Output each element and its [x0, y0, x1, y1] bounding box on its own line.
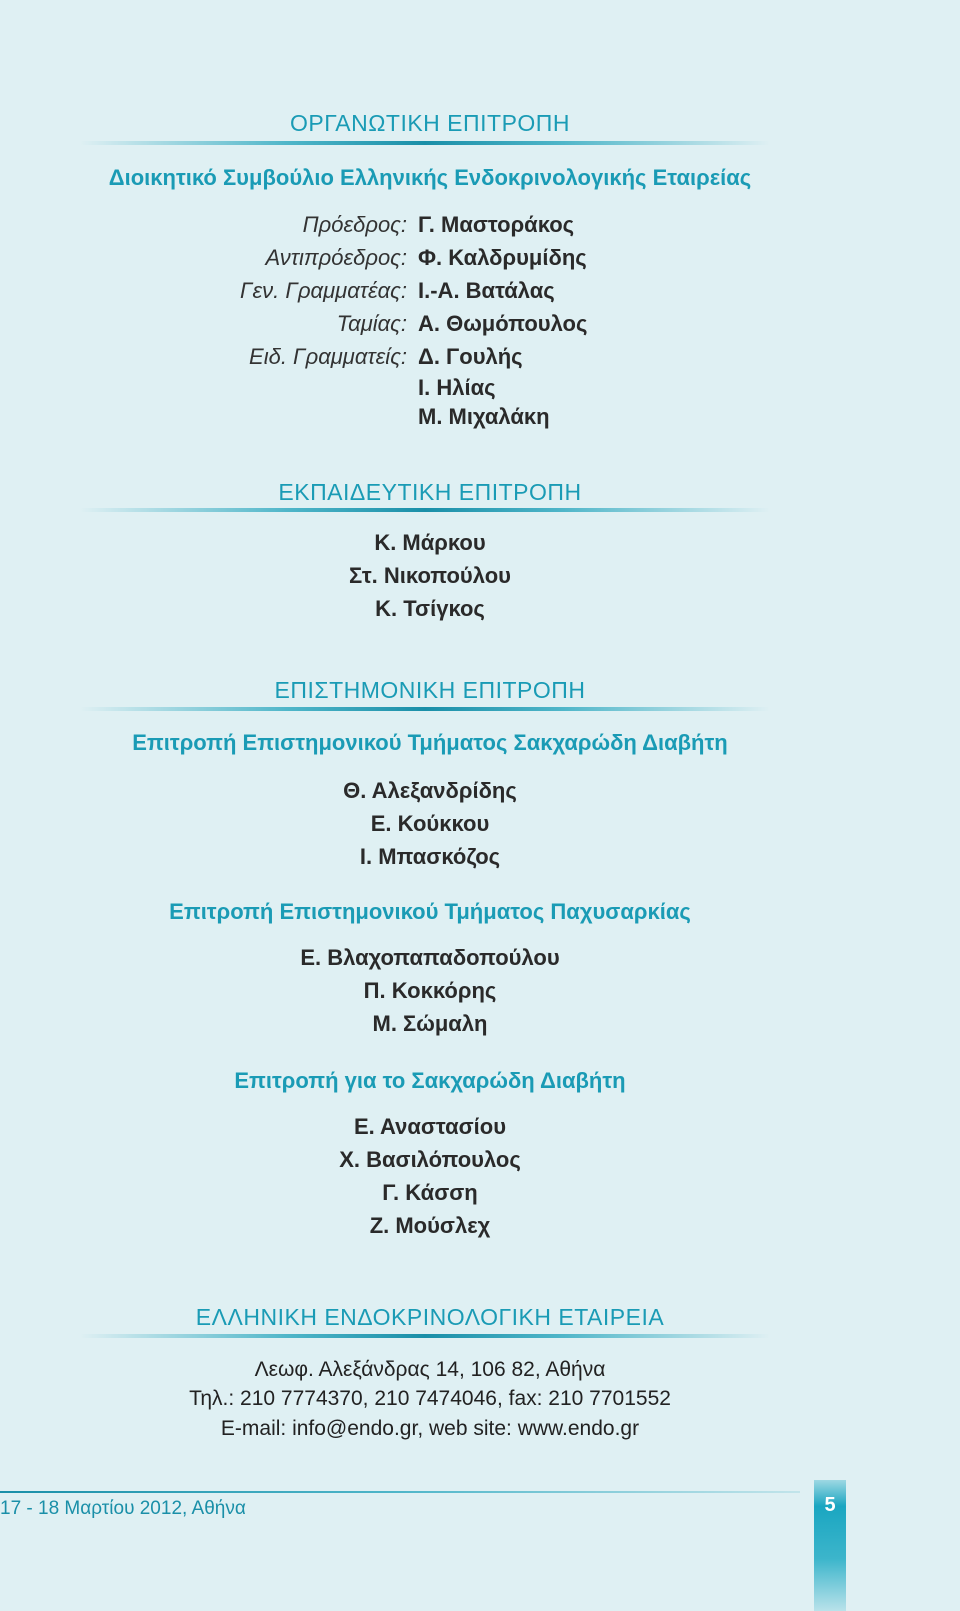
- heading-divider: [80, 141, 770, 145]
- heading-divider: [80, 707, 770, 711]
- committee-member: Ε. Αναστασίου: [353, 1114, 507, 1139]
- educational-committee-heading: ΕΚΠΑΙΔΕΥΤΙΚΗ ΕΠΙΤΡΟΠΗ: [278, 479, 582, 505]
- board-member-role: Ταμίας:: [336, 311, 407, 336]
- footer-divider: [0, 1491, 800, 1493]
- society-address: Λεωφ. Αλεξάνδρας 14, 106 82, Αθήνα: [254, 1358, 606, 1381]
- subcommittee-title-diabetes-section: Επιτροπή Επιστημονικού Τμήματος Σακχαρώδη Διαβήτη: [132, 730, 728, 755]
- footer-date: 17 - 18 Μαρτίου 2012, Αθήνα: [0, 1498, 246, 1519]
- subcommittee-members-list: [0, 941, 860, 1040]
- board-member-role: Αντιπρόεδρος:: [265, 245, 407, 270]
- board-member-row: [0, 208, 860, 241]
- subcommittee-members-list: [0, 774, 860, 873]
- educational-members-list: [0, 526, 860, 625]
- board-member-row: [0, 373, 860, 402]
- board-member-name: Ι. Ηλίας: [418, 375, 496, 400]
- scientific-committee-heading: ΕΠΙΣΤΗΜΟΝΙΚΗ ΕΠΙΤΡΟΠΗ: [274, 677, 586, 703]
- board-members-list: [0, 208, 860, 431]
- board-member-row: [0, 340, 860, 373]
- committee-member: Ε. Βλαχοπαπαδοπούλου: [300, 945, 560, 970]
- board-title: Διοικητικό Συμβούλιο Ελληνικής Ενδοκρινολογικής Εταιρείας: [108, 165, 752, 190]
- board-member-name: Γ. Μαστοράκος: [418, 212, 575, 237]
- board-member-name: Φ. Καλδρυμίδης: [418, 245, 587, 270]
- board-member-role: Πρόεδρος:: [302, 212, 407, 237]
- committee-member: Ζ. Μούσλεχ: [369, 1213, 491, 1238]
- committee-member: Γ. Κάσση: [382, 1180, 478, 1205]
- committee-member: Π. Κοκκόρης: [363, 978, 497, 1003]
- society-email-web: E-mail: info@endo.gr, web site: www.endo.gr: [220, 1417, 640, 1440]
- society-phone: Τηλ.: 210 7774370, 210 7474046, fax: 210 7701552: [189, 1387, 671, 1410]
- committee-member: Κ. Τσίγκος: [375, 596, 485, 621]
- board-member-row: [0, 307, 860, 340]
- heading-divider: [80, 508, 770, 512]
- board-member-row: [0, 274, 860, 307]
- subcommittee-title-obesity-section: Επιτροπή Επιστημονικού Τμήματος Παχυσαρκίας: [169, 899, 691, 924]
- board-member-row: [0, 241, 860, 274]
- society-heading: ΕΛΛΗΝΙΚΗ ΕΝΔΟΚΡΙΝΟΛΟΓΙΚΗ ΕΤΑΙΡΕΙΑ: [195, 1304, 665, 1330]
- committee-member: Χ. Βασιλόπουλος: [339, 1147, 521, 1172]
- board-member-name: Δ. Γουλής: [418, 344, 523, 369]
- organizing-committee-heading: ΟΡΓΑΝΩΤΙΚΗ ΕΠΙΤΡΟΠΗ: [289, 110, 571, 136]
- committee-member: Ε. Κούκκου: [370, 811, 490, 836]
- board-member-role: Γεν. Γραμματέας:: [239, 278, 407, 303]
- board-member-role: Ειδ. Γραμματείς:: [249, 344, 407, 369]
- committee-member: Κ. Μάρκου: [374, 530, 486, 555]
- page-number: 5: [824, 1494, 836, 1516]
- board-member-name: Ι.-Α. Βατάλας: [418, 278, 555, 303]
- board-member-name: Μ. Μιχαλάκη: [418, 404, 550, 429]
- page-number-tab: [814, 1480, 846, 1611]
- subcommittee-title-diabetes: Επιτροπή για το Σακχαρώδη Διαβήτη: [234, 1068, 626, 1093]
- committee-member: Στ. Νικοπούλου: [349, 563, 511, 588]
- committee-member: Μ. Σώμαλη: [372, 1011, 488, 1036]
- committee-member: Θ. Αλεξανδρίδης: [343, 778, 517, 803]
- subcommittee-members-list: [0, 1110, 860, 1242]
- board-member-row: [0, 402, 860, 431]
- committee-member: Ι. Μπασκόζος: [359, 844, 501, 869]
- heading-divider: [80, 1334, 770, 1338]
- board-member-name: Α. Θωμόπουλος: [418, 311, 588, 336]
